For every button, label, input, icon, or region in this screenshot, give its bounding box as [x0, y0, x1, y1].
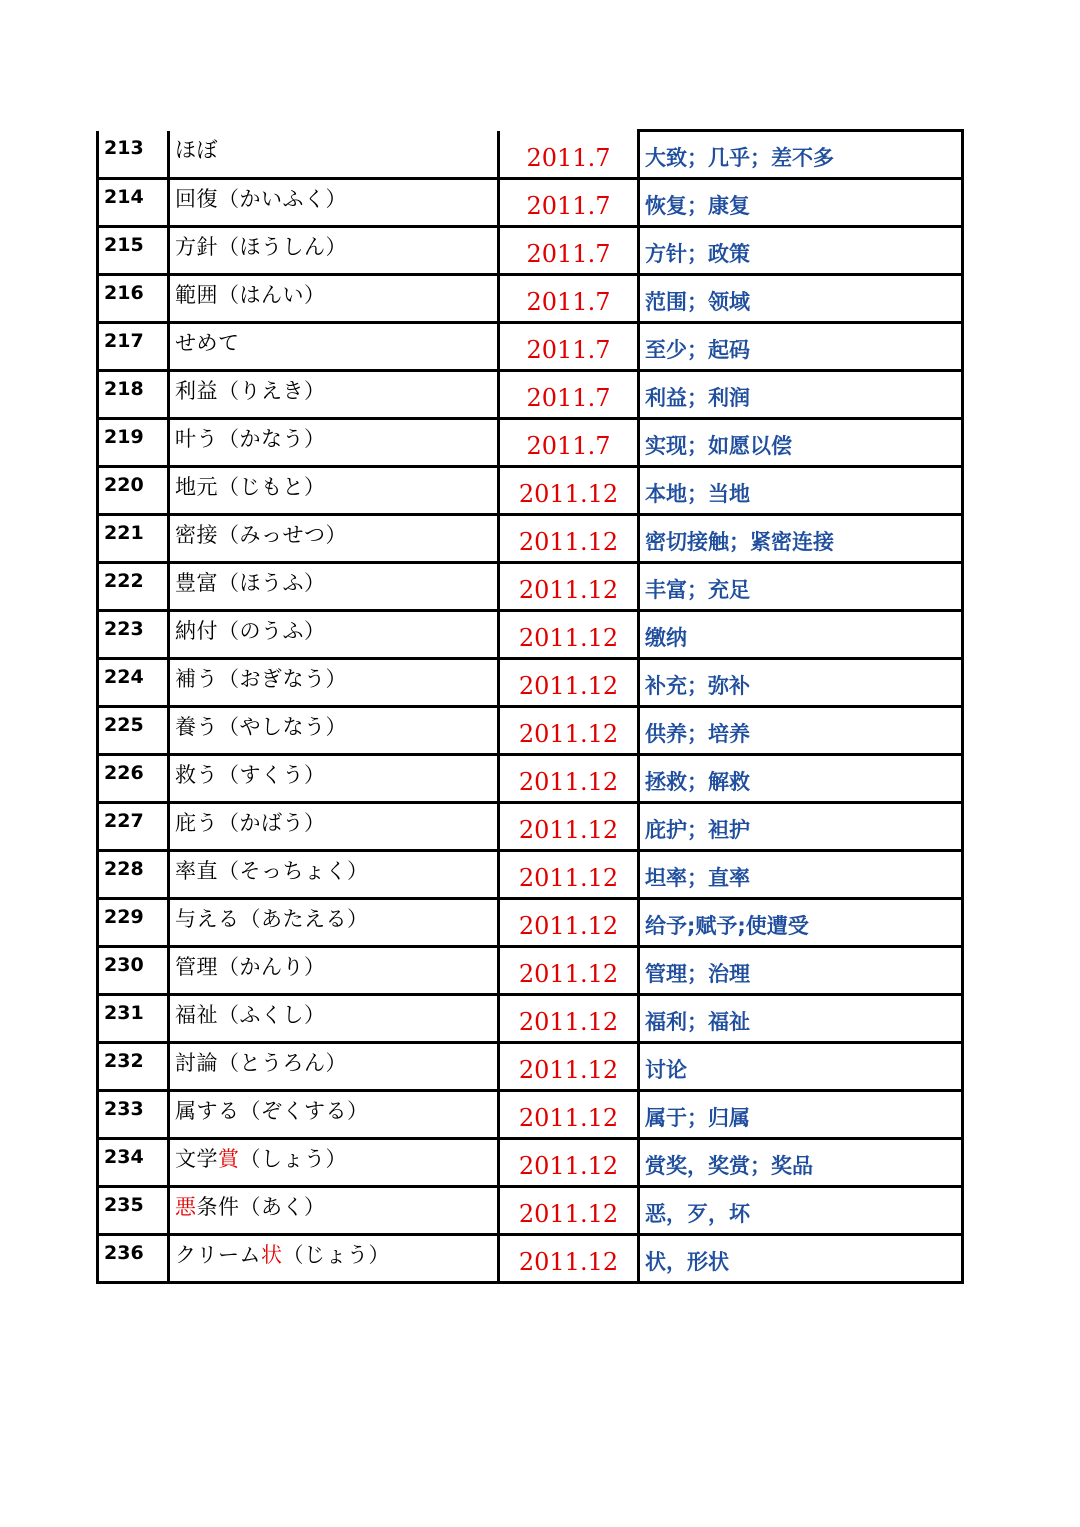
vocabulary-table	[96, 129, 964, 1284]
word-cell	[169, 275, 499, 323]
date-cell	[499, 179, 639, 227]
meaning-cell	[639, 947, 963, 995]
date-cell	[499, 467, 639, 515]
word-text: 豊富（ほうふ）	[175, 571, 326, 595]
table-row	[98, 131, 963, 179]
meaning-text: 实现；如愿以偿	[645, 434, 792, 458]
number-cell	[98, 611, 169, 659]
exam-date: 2011.12	[518, 864, 619, 892]
word-text: 管理（かんり）	[175, 955, 326, 979]
exam-date: 2011.12	[518, 1104, 619, 1132]
table-row	[98, 803, 963, 851]
word-text: 属する（ぞくする）	[175, 1099, 369, 1123]
exam-date: 2011.7	[526, 192, 611, 220]
table-row	[98, 947, 963, 995]
meaning-cell	[639, 1235, 963, 1283]
meaning-cell	[639, 563, 963, 611]
word-text: 納付（のうふ）	[175, 619, 326, 643]
table-row	[98, 899, 963, 947]
number-cell	[98, 515, 169, 563]
meaning-text: 拯救；解救	[645, 770, 750, 794]
word-cell	[169, 851, 499, 899]
table-row	[98, 227, 963, 275]
word-text: 庇う（かばう）	[175, 811, 326, 835]
meaning-cell	[639, 275, 963, 323]
table-row	[98, 419, 963, 467]
word-highlight: 状	[261, 1243, 283, 1267]
word-text: 範囲（はんい）	[175, 283, 326, 307]
date-cell	[499, 851, 639, 899]
word-text	[175, 1239, 390, 1269]
meaning-cell	[639, 611, 963, 659]
exam-date: 2011.12	[518, 1008, 619, 1036]
meaning-text: 范围；领域	[645, 290, 750, 314]
table-row	[98, 1235, 963, 1283]
entry-number: 231	[104, 1002, 144, 1024]
date-cell	[499, 227, 639, 275]
meaning-cell	[639, 1187, 963, 1235]
table-row	[98, 1043, 963, 1091]
entry-number: 214	[104, 186, 144, 208]
entry-number: 213	[104, 136, 144, 159]
number-cell	[98, 899, 169, 947]
entry-number: 217	[104, 330, 144, 352]
meaning-cell	[639, 1139, 963, 1187]
word-cell	[169, 179, 499, 227]
word-text: 率直（そっちょく）	[175, 859, 369, 883]
entry-number: 227	[104, 810, 144, 832]
word-cell	[169, 995, 499, 1043]
exam-date: 2011.12	[518, 816, 619, 844]
exam-date: 2011.12	[518, 624, 619, 652]
word-cell	[169, 803, 499, 851]
word-cell	[169, 755, 499, 803]
entry-number: 221	[104, 522, 144, 544]
number-cell	[98, 1139, 169, 1187]
word-text: 養う（やしなう）	[175, 715, 347, 739]
exam-date: 2011.7	[526, 144, 611, 172]
date-cell	[499, 611, 639, 659]
number-cell	[98, 179, 169, 227]
meaning-text: 给予;赋予;使遭受	[645, 914, 809, 938]
word-prefix: クリーム	[175, 1243, 261, 1267]
meaning-cell	[639, 323, 963, 371]
table-row	[98, 1091, 963, 1139]
word-text: 与える（あたえる）	[175, 907, 369, 931]
entry-number: 233	[104, 1098, 144, 1120]
word-highlight: 賞	[218, 1147, 240, 1171]
word-cell	[169, 323, 499, 371]
number-cell	[98, 1091, 169, 1139]
meaning-text: 坦率；直率	[645, 866, 750, 890]
date-cell	[499, 515, 639, 563]
word-cell	[169, 1139, 499, 1187]
meaning-cell	[639, 851, 963, 899]
meaning-cell	[639, 371, 963, 419]
word-cell	[169, 371, 499, 419]
vocabulary-table-body	[98, 131, 963, 1283]
meaning-cell	[639, 227, 963, 275]
number-cell	[98, 323, 169, 371]
date-cell	[499, 1235, 639, 1283]
date-cell	[499, 707, 639, 755]
word-cell	[169, 563, 499, 611]
exam-date: 2011.12	[518, 576, 619, 604]
exam-date: 2011.12	[518, 960, 619, 988]
word-text: 叶う（かなう）	[175, 427, 326, 451]
word-cell	[169, 227, 499, 275]
word-cell	[169, 515, 499, 563]
word-cell	[169, 131, 499, 179]
entry-number: 230	[104, 954, 144, 976]
number-cell	[98, 419, 169, 467]
entry-number: 235	[104, 1194, 144, 1216]
date-cell	[499, 1187, 639, 1235]
entry-number: 223	[104, 618, 144, 640]
table-row	[98, 467, 963, 515]
entry-number: 216	[104, 282, 144, 304]
word-text	[175, 1143, 347, 1173]
entry-number: 224	[104, 666, 144, 688]
exam-date: 2011.7	[526, 432, 611, 460]
date-cell	[499, 323, 639, 371]
word-cell	[169, 1187, 499, 1235]
meaning-cell	[639, 755, 963, 803]
date-cell	[499, 659, 639, 707]
word-highlight: 悪	[175, 1195, 197, 1219]
word-cell	[169, 611, 499, 659]
exam-date: 2011.12	[518, 768, 619, 796]
exam-date: 2011.12	[518, 1152, 619, 1180]
word-text: 討論（とうろん）	[175, 1051, 347, 1075]
date-cell	[499, 131, 639, 179]
number-cell	[98, 1043, 169, 1091]
meaning-text: 管理；治理	[645, 962, 750, 986]
entry-number: 236	[104, 1242, 144, 1264]
table-row	[98, 851, 963, 899]
number-cell	[98, 659, 169, 707]
meaning-text: 属于；归属	[645, 1106, 750, 1130]
word-suffix: （しょう）	[239, 1147, 347, 1171]
word-text: 密接（みっせつ）	[175, 523, 347, 547]
table-row	[98, 563, 963, 611]
word-text: 方針（ほうしん）	[175, 235, 347, 259]
table-row	[98, 515, 963, 563]
table-row	[98, 611, 963, 659]
word-cell	[169, 899, 499, 947]
table-row	[98, 179, 963, 227]
number-cell	[98, 131, 169, 179]
exam-date: 2011.12	[518, 1248, 619, 1276]
number-cell	[98, 947, 169, 995]
exam-date: 2011.7	[526, 240, 611, 268]
exam-date: 2011.12	[518, 1056, 619, 1084]
table-row	[98, 707, 963, 755]
number-cell	[98, 803, 169, 851]
meaning-cell	[639, 659, 963, 707]
meaning-cell	[639, 515, 963, 563]
exam-date: 2011.12	[518, 720, 619, 748]
exam-date: 2011.12	[518, 912, 619, 940]
number-cell	[98, 1235, 169, 1283]
number-cell	[98, 563, 169, 611]
number-cell	[98, 707, 169, 755]
entry-number: 225	[104, 714, 144, 736]
number-cell	[98, 371, 169, 419]
word-cell	[169, 419, 499, 467]
meaning-cell	[639, 1043, 963, 1091]
entry-number: 226	[104, 762, 144, 784]
entry-number: 228	[104, 858, 144, 880]
meaning-text: 补充；弥补	[645, 674, 750, 698]
date-cell	[499, 1139, 639, 1187]
word-cell	[169, 1043, 499, 1091]
meaning-text: 方针；政策	[645, 242, 750, 266]
word-text: 利益（りえき）	[175, 379, 326, 403]
word-cell	[169, 659, 499, 707]
word-text: 補う（おぎなう）	[175, 667, 347, 691]
meaning-text: 缴纳	[645, 626, 687, 650]
date-cell	[499, 803, 639, 851]
exam-date: 2011.12	[518, 1200, 619, 1228]
date-cell	[499, 947, 639, 995]
word-text	[175, 1191, 326, 1221]
date-cell	[499, 995, 639, 1043]
date-cell	[499, 899, 639, 947]
word-cell	[169, 707, 499, 755]
word-text: 地元（じもと）	[175, 475, 326, 499]
number-cell	[98, 227, 169, 275]
meaning-cell	[639, 131, 963, 179]
meaning-text: 状，形状	[645, 1250, 729, 1274]
table-row	[98, 1139, 963, 1187]
table-row	[98, 755, 963, 803]
entry-number: 218	[104, 378, 144, 400]
date-cell	[499, 755, 639, 803]
exam-date: 2011.7	[526, 336, 611, 364]
exam-date: 2011.12	[518, 672, 619, 700]
word-text: せめて	[175, 331, 240, 355]
meaning-text: 福利；福祉	[645, 1010, 750, 1034]
word-cell	[169, 947, 499, 995]
date-cell	[499, 1043, 639, 1091]
meaning-text: 供养；培养	[645, 722, 750, 746]
exam-date: 2011.12	[518, 480, 619, 508]
word-suffix: 条件（あく）	[196, 1195, 326, 1219]
meaning-cell	[639, 179, 963, 227]
word-text: 福祉（ふくし）	[175, 1003, 326, 1027]
meaning-text: 庇护；袒护	[645, 818, 750, 842]
table-row	[98, 1187, 963, 1235]
word-cell	[169, 1091, 499, 1139]
table-row	[98, 659, 963, 707]
meaning-cell	[639, 1091, 963, 1139]
entry-number: 232	[104, 1050, 144, 1072]
exam-date: 2011.7	[526, 288, 611, 316]
meaning-cell	[639, 899, 963, 947]
number-cell	[98, 995, 169, 1043]
entry-number: 222	[104, 570, 144, 592]
meaning-text: 恢复；康复	[645, 194, 750, 218]
meaning-text: 本地；当地	[645, 482, 750, 506]
table-row	[98, 323, 963, 371]
table-row	[98, 371, 963, 419]
word-prefix: 文学	[175, 1147, 218, 1171]
exam-date: 2011.7	[526, 384, 611, 412]
word-cell	[169, 1235, 499, 1283]
date-cell	[499, 563, 639, 611]
entry-number: 220	[104, 474, 144, 496]
number-cell	[98, 755, 169, 803]
number-cell	[98, 275, 169, 323]
meaning-cell	[639, 995, 963, 1043]
date-cell	[499, 419, 639, 467]
word-text: 回復（かいふく）	[175, 187, 347, 211]
word-text: 救う（すくう）	[175, 763, 326, 787]
entry-number: 229	[104, 906, 144, 928]
number-cell	[98, 467, 169, 515]
meaning-cell	[639, 467, 963, 515]
exam-date: 2011.12	[518, 528, 619, 556]
date-cell	[499, 1091, 639, 1139]
entry-number: 219	[104, 426, 144, 448]
meaning-cell	[639, 803, 963, 851]
number-cell	[98, 1187, 169, 1235]
entry-number: 215	[104, 234, 144, 256]
meaning-text: 讨论	[645, 1058, 687, 1082]
meaning-text: 至少；起码	[645, 338, 750, 362]
table-row	[98, 995, 963, 1043]
meaning-text: 赏奖，奖赏；奖品	[645, 1154, 813, 1178]
meaning-text: 大致；几乎；差不多	[645, 146, 834, 170]
meaning-text: 恶，歹，坏	[645, 1202, 750, 1226]
word-suffix: （じょう）	[282, 1243, 390, 1267]
entry-number: 234	[104, 1146, 144, 1168]
date-cell	[499, 371, 639, 419]
meaning-text: 密切接触；紧密连接	[645, 530, 834, 554]
word-text: ほぼ	[175, 137, 218, 162]
meaning-text: 利益；利润	[645, 386, 750, 410]
number-cell	[98, 851, 169, 899]
meaning-text: 丰富；充足	[645, 578, 750, 602]
date-cell	[499, 275, 639, 323]
meaning-cell	[639, 419, 963, 467]
table-row	[98, 275, 963, 323]
word-cell	[169, 467, 499, 515]
meaning-cell	[639, 707, 963, 755]
